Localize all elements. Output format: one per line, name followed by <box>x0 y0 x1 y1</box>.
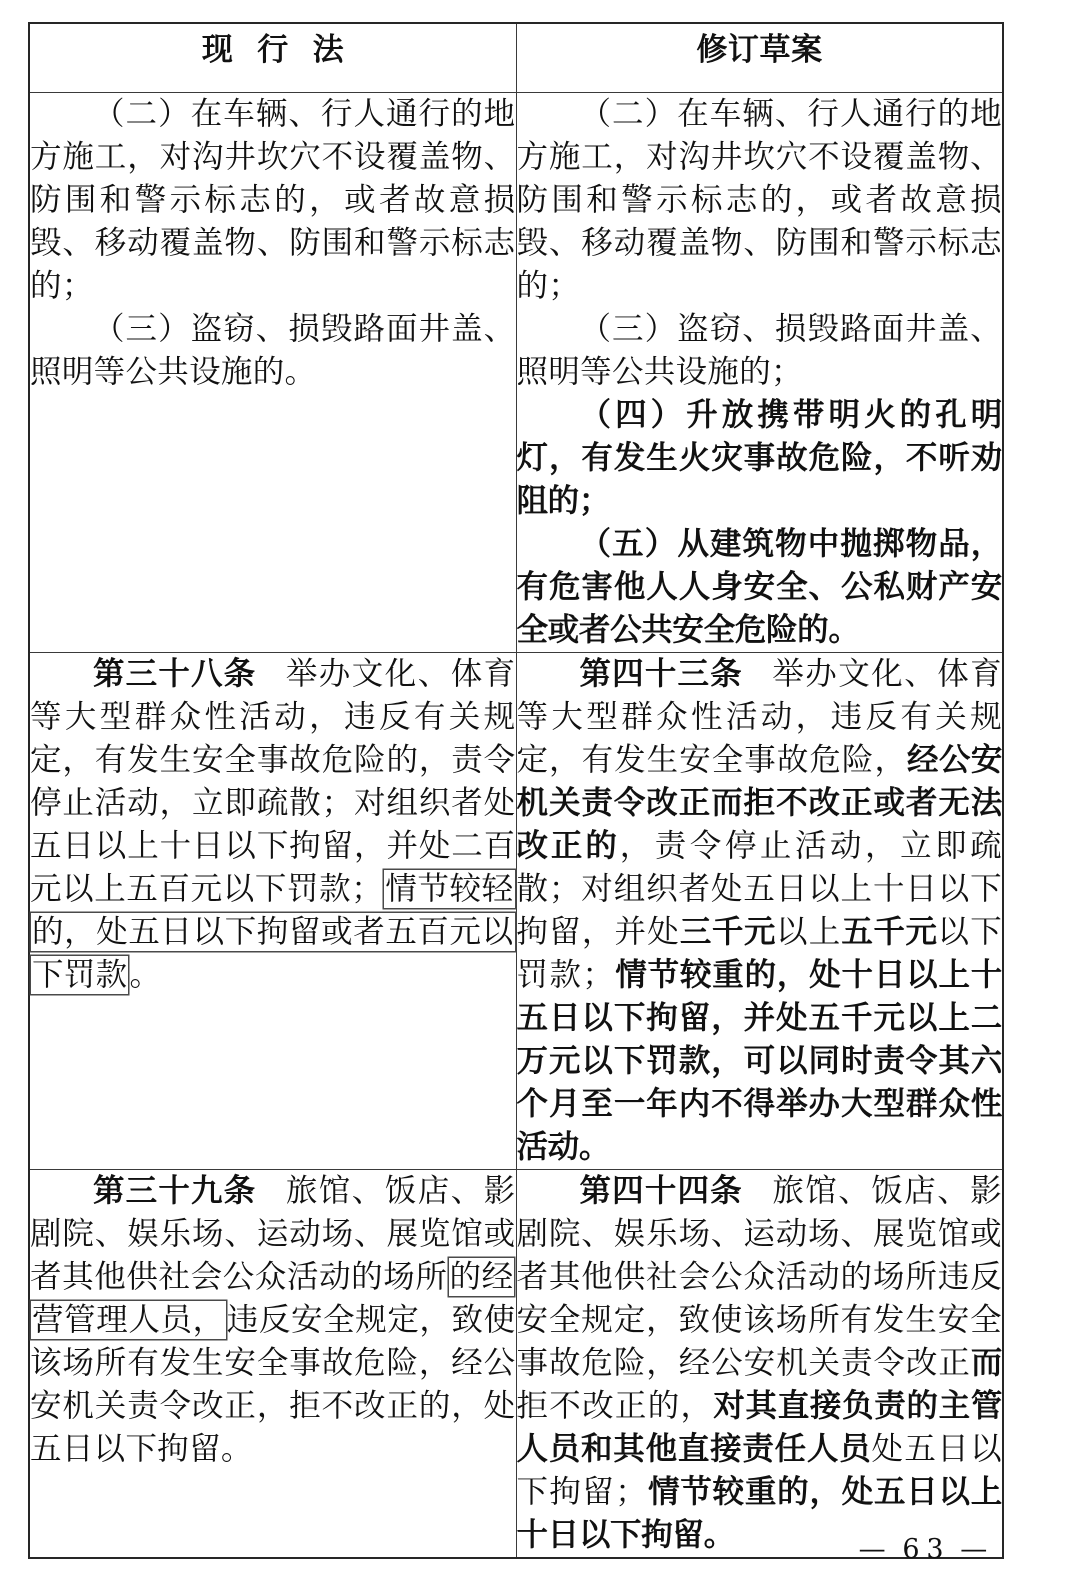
page-footer <box>0 1534 1004 1565</box>
law-paragraph <box>30 93 516 308</box>
cell-current-law <box>29 653 516 1170</box>
column-header-revision-draft: 修订草案 <box>516 23 1003 93</box>
law-paragraph <box>517 394 1003 523</box>
text-run: 处五日以下拘留； <box>516 1431 1002 1510</box>
text-run: 以下罚款； <box>516 914 1003 993</box>
spacer <box>743 653 771 696</box>
table-header-row <box>29 23 1003 93</box>
text-run: 旅馆、饭店、影剧院、娱乐场、运动场、展览馆或者其他供社会公众活动的场所 <box>30 1173 516 1295</box>
table-row <box>29 653 1003 1170</box>
table-body <box>29 93 1003 1559</box>
text-run: 违反安全规定，致使该场所有发生安全事故危险，经公安机关责令改正，拒不改正的，处五日以下拘留。 <box>30 1302 516 1467</box>
law-paragraph <box>517 308 1003 394</box>
table-row <box>29 93 1003 653</box>
cell-revision-draft <box>516 93 1003 653</box>
text-run: （三）盗窃、损毁路面井盖、照明等公共设施的。 <box>30 311 516 390</box>
cell-revision-draft <box>516 1170 1003 1559</box>
spacer <box>256 653 284 696</box>
text-run: ，责令停止活动，立即疏散；对组织者处五日以上十日以下拘留，并处 <box>516 828 1002 950</box>
amended-text-run: 情节较重的，处五日以上十日以下拘留。 <box>516 1474 1002 1553</box>
text-run: （二）在车辆、行人通行的地方施工，对沟井坎穴不设覆盖物、防围和警示标志的，或者故意损毁、移动覆盖物、防围和警示标志的； <box>516 96 1002 304</box>
text-run: 举办文化、体育等大型群众性活动，违反有关规定，有发生安全事故危险， <box>516 656 1002 778</box>
law-paragraph <box>517 1170 1003 1557</box>
amended-text-run: （四）升放携带明火的孔明灯，有发生火灾事故危险，不听劝阻的； <box>516 397 1002 519</box>
law-paragraph <box>30 1170 516 1471</box>
cell-revision-draft <box>516 653 1003 1170</box>
article-number: 第四十三条 <box>579 656 743 692</box>
footer-dash-left: — <box>858 1534 893 1565</box>
law-paragraph <box>30 653 516 997</box>
deleted-text-run: 情节较轻的，处五日以下拘留或者五百元以下罚款 <box>32 871 514 993</box>
text-run: 拒不改正的， <box>516 1388 714 1424</box>
article-number: 第三十八条 <box>93 656 257 692</box>
law-paragraph <box>517 93 1003 308</box>
spacer <box>256 1170 284 1213</box>
cell-current-law <box>29 93 516 653</box>
amended-text-run: 而 <box>970 1345 1002 1381</box>
text-run: 。 <box>129 957 162 993</box>
article-number: 第三十九条 <box>93 1173 257 1209</box>
cell-current-law <box>29 1170 516 1559</box>
law-paragraph <box>517 653 1003 1169</box>
table-row <box>29 1170 1003 1559</box>
law-comparison-table <box>28 22 1004 1559</box>
amended-text-run: 五千元 <box>841 914 938 950</box>
amended-text-run: 对其直接负责的主管人员和其他直接责任人员 <box>516 1388 1003 1467</box>
column-header-current-law: 现 行 法 <box>29 23 516 93</box>
text-run: 以上 <box>776 914 842 950</box>
text-run: （二）在车辆、行人通行的地方施工，对沟井坎穴不设覆盖物、防围和警示标志的，或者故意损毁、移动覆盖物、防围和警示标志的； <box>30 96 516 304</box>
amended-text-run: 情节较重的，处十日以上十五日以下拘留，并处五千元以上二万元以下罚款，可以同时责令其六个月至一年内不得举办大型群众性活动。 <box>516 957 1002 1165</box>
article-number: 第四十四条 <box>579 1173 743 1209</box>
law-paragraph <box>30 308 516 394</box>
footer-dash-right: — <box>960 1534 994 1565</box>
amended-text-run: 三千元 <box>679 914 777 950</box>
law-paragraph <box>517 523 1003 652</box>
spacer <box>743 1170 771 1213</box>
text-run: 旅馆、饭店、影剧院、娱乐场、运动场、展览馆或者其他供社会公众活动的场所违反安全规定，致使该场所有发生安全事故危险，经公安机关责令改正 <box>516 1173 1002 1381</box>
text-run: （三）盗窃、损毁路面井盖、照明等公共设施的； <box>516 311 1002 390</box>
page-number: 63 <box>902 1534 951 1565</box>
text-run: 举办文化、体育等大型群众性活动，违反有关规定，有发生安全事故危险的，责令停止活动，立即疏散；对组织者处五日以上十日以下拘留，并处二百元以上五百元以下罚款； <box>30 656 516 907</box>
amended-text-run: （五）从建筑物中抛掷物品，有危害他人人身安全、公私财产安全或者公共安全危险的。 <box>516 526 1002 648</box>
amended-text-run: 经公安机关责令改正而拒不改正或者无法改正的 <box>516 742 1003 864</box>
deleted-text-run: 的经营管理人员， <box>32 1259 514 1338</box>
